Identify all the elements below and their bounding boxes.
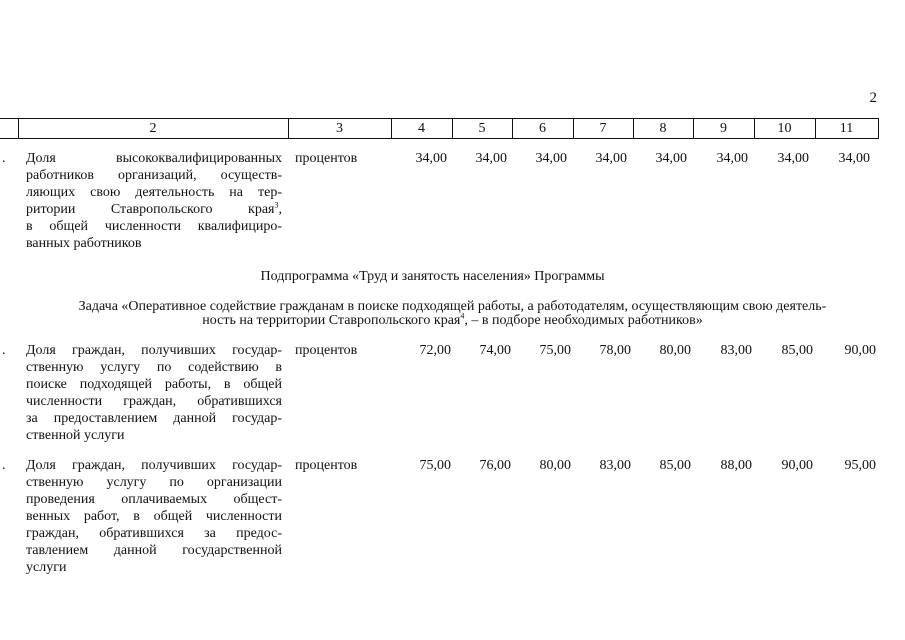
row-marker: . <box>2 458 6 473</box>
task-line-1: Задача «Оперативное содействие гражданам в поиске подходящей работы, а работодателям, осуществляющим свою деятель- <box>78 299 827 314</box>
task-heading <box>0 300 905 328</box>
header-col-8: 8 <box>659 121 667 136</box>
desc-line: граждан, обратившихся за предос- <box>26 526 282 541</box>
header-col-2: 2 <box>149 121 157 136</box>
indicator-description <box>26 342 282 444</box>
header-col-7: 7 <box>599 121 607 136</box>
value-cell: 76,00 <box>479 458 511 473</box>
subprogram-title: Подпрограмма «Труд и занятость населения» Программы <box>260 269 605 284</box>
value-cell: 80,00 <box>659 343 691 358</box>
value-cell: 34,00 <box>838 151 870 166</box>
desc-line: проведения оплачиваемых общест- <box>26 492 282 507</box>
value-cell: 85,00 <box>781 343 813 358</box>
value-cell: 83,00 <box>720 343 752 358</box>
desc-line: Доля высококвалифицированных <box>26 151 282 166</box>
value-cell: 83,00 <box>599 458 631 473</box>
value-cell: 75,00 <box>419 458 451 473</box>
desc-line: ритории Ставропольского края <box>26 202 275 217</box>
footnote-ref: 4 <box>460 311 465 321</box>
indicator-description <box>26 457 282 576</box>
value-cell: 72,00 <box>419 343 451 358</box>
task-line-2a: ность на территории Ставропольского края <box>202 313 461 328</box>
header-col-9: 9 <box>720 121 727 136</box>
desc-line: ственную услугу по содействию в <box>26 360 282 375</box>
table-header-row <box>0 118 879 139</box>
desc-line: ванных работников <box>26 236 142 251</box>
desc-line: поиске подходящей работы, в общей <box>26 377 282 392</box>
task-line-2b: , – в подборе необходимых работников» <box>464 313 703 328</box>
desc-line: Доля граждан, получивших государ- <box>26 343 282 358</box>
unit-label: процентов <box>295 151 358 166</box>
unit-label: процентов <box>295 458 358 473</box>
desc-line: венных работ, в общей численности <box>26 509 282 524</box>
value-cell: 34,00 <box>777 151 809 166</box>
value-cell: 34,00 <box>595 151 627 166</box>
desc-line: услуги <box>26 560 67 575</box>
header-col-4: 4 <box>418 121 425 136</box>
value-cell: 34,00 <box>716 151 748 166</box>
value-cell: 90,00 <box>844 343 876 358</box>
value-cell: 34,00 <box>655 151 687 166</box>
value-cell: 88,00 <box>720 458 752 473</box>
desc-line: численности граждан, обратившихся <box>26 394 282 409</box>
unit-label: процентов <box>295 343 358 358</box>
value-cell: 80,00 <box>539 458 571 473</box>
page-number: 2 <box>869 90 877 106</box>
row-marker: . <box>2 343 6 358</box>
desc-line: Доля граждан, получивших государ- <box>26 458 282 473</box>
value-cell: 95,00 <box>844 458 876 473</box>
value-cell: 34,00 <box>415 151 447 166</box>
header-col-6: 6 <box>539 121 546 136</box>
value-cell: 34,00 <box>475 151 507 166</box>
header-col-10: 10 <box>777 121 792 136</box>
value-cell: 75,00 <box>539 343 571 358</box>
desc-line: в общей численности квалифициро- <box>26 219 282 234</box>
header-col-5: 5 <box>478 121 486 136</box>
value-cell: 74,00 <box>479 343 511 358</box>
desc-line: ляющих свою деятельность на тер- <box>26 185 282 200</box>
value-cell: 34,00 <box>535 151 567 166</box>
indicator-description <box>26 150 282 252</box>
footnote-ref: 3 <box>274 200 279 210</box>
desc-line: за предоставлением данной государ- <box>26 411 282 426</box>
value-cell: 85,00 <box>659 458 691 473</box>
header-col-3: 3 <box>336 121 343 136</box>
desc-comma: , <box>278 202 282 217</box>
desc-line: ственную услугу по организации <box>26 475 282 490</box>
value-cell: 90,00 <box>781 458 813 473</box>
row-marker: . <box>2 151 6 166</box>
desc-line: работников организаций, осуществ- <box>26 168 282 183</box>
value-cell: 78,00 <box>599 343 631 358</box>
desc-line: тавлением данной государственной <box>26 543 282 558</box>
header-col-11: 11 <box>839 121 854 136</box>
desc-line: ственной услуги <box>26 428 125 443</box>
